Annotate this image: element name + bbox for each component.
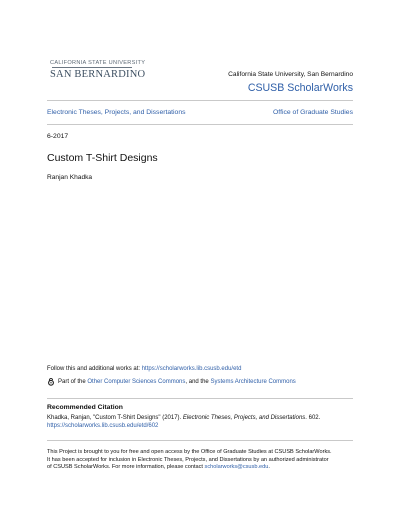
repository-link[interactable]: CSUSB ScholarWorks	[247, 82, 353, 94]
logo-bottom-text: SAN BERNARDINO	[50, 68, 146, 80]
partof-and: , and the	[185, 379, 211, 385]
document-title: Custom T-Shirt Designs	[47, 152, 158, 164]
partof-line	[47, 378, 296, 386]
citation-journal: Electronic Theses, Projects, and Dissertations	[182, 415, 306, 421]
follow-url-link[interactable]: https://scholarworks.lib.csusb.edu/etd	[141, 366, 242, 372]
follow-line	[47, 366, 241, 372]
department-link[interactable]: Office of Graduate Studies	[273, 109, 353, 116]
contact-email-link[interactable]: scholarworks@csusb.edu	[204, 464, 269, 471]
systems-architecture-commons-link[interactable]: Systems Architecture Commons	[210, 379, 296, 385]
follow-text: Follow this and additional works at:	[47, 366, 142, 372]
logo-top-text: CALIFORNIA STATE UNIVERSITY	[50, 60, 146, 66]
citation-url-link[interactable]: https://scholarworks.lib.csusb.edu/etd/602	[47, 423, 159, 429]
partof-prefix: Part of the	[58, 379, 88, 385]
notice-line-3-suffix: .	[268, 464, 270, 471]
notice-line-3	[47, 464, 332, 472]
other-cs-commons-link[interactable]: Other Computer Sciences Commons	[87, 379, 186, 385]
citation-tail: . 602.	[305, 415, 321, 421]
publication-date: 6-2017	[47, 133, 69, 140]
nav-divider	[47, 124, 353, 125]
notice-line-3-prefix: of CSUSB ScholarWorks. For more information, please contact	[47, 464, 205, 471]
author-name: Ranjan Khadka	[47, 174, 93, 181]
institution-name: California State University, San Bernardino	[228, 71, 353, 78]
top-divider	[47, 100, 353, 101]
citation-divider	[47, 398, 353, 399]
csusb-logo	[50, 60, 146, 90]
recommended-citation-heading: Recommended Citation	[47, 404, 123, 411]
citation-block	[47, 414, 320, 430]
citation-text	[47, 414, 320, 422]
access-notice	[47, 449, 332, 472]
notice-line-1: This Project is brought to you for free and open access by the Office of Graduate Studies at CSUSB ScholarWorks.	[47, 449, 332, 455]
logo-divider	[52, 67, 132, 68]
notice-divider	[47, 440, 353, 441]
collection-link[interactable]: Electronic Theses, Projects, and Dissertations	[47, 109, 186, 116]
notice-line-2: It has been accepted for inclusion in Electronic Theses, Projects, and Dissertations by an authorized administrator	[47, 456, 329, 463]
open-access-icon	[47, 378, 55, 386]
citation-line1: Khadka, Ranjan, "Custom T-Shirt Designs" (2017).	[47, 415, 183, 421]
